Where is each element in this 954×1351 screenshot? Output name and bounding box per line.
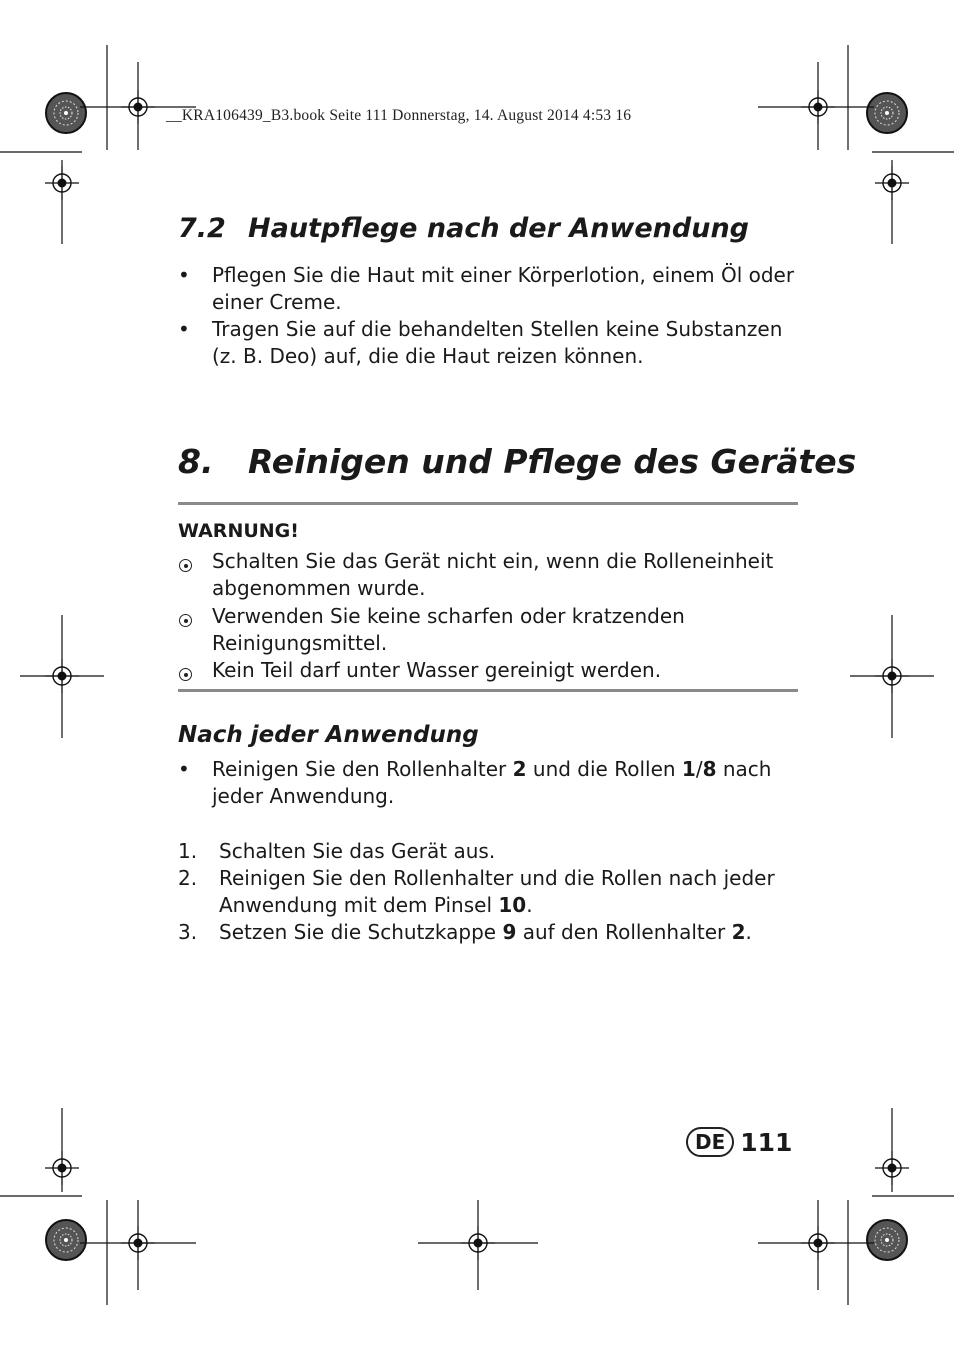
part-ref: 10 (498, 893, 527, 917)
divider (178, 689, 798, 692)
part-ref: 9 (502, 920, 517, 944)
part-ref: 2 (512, 757, 527, 781)
file-info-header: __KRA106439_B3.book Seite 111 Donnerstag, 14. August 2014 4:53 16 (166, 107, 632, 124)
language-badge: DE (686, 1127, 734, 1157)
step-item (178, 865, 798, 919)
subsection-heading: Nach jeder Anwendung (178, 722, 479, 748)
part-ref: 8 (702, 757, 717, 781)
warning-title: WARNUNG! (178, 520, 299, 542)
circle-dot-icon (178, 548, 208, 575)
warning-item-text: Kein Teil darf unter Wasser gereinigt werden. (212, 658, 662, 682)
warning-item-text: Verwenden Sie keine scharfen oder kratzenden Reinigungsmittel. (212, 604, 685, 655)
list-item-text: Pflegen Sie die Haut mit einer Körperlotion, einem Öl oder einer Creme. (212, 263, 795, 314)
step-item (178, 919, 798, 946)
list-item-text: Reinigen Sie den Rollenhalter 2 und die Rollen 1/8 nach jeder Anwendung. (212, 757, 772, 808)
list-item (178, 316, 798, 370)
section-title: Reinigen und Pflege des Gerätes (248, 442, 857, 481)
page-number: 111 (740, 1127, 793, 1157)
step-number: 2. (178, 866, 198, 890)
bullet-marker: • (178, 263, 190, 287)
circle-dot-icon (178, 657, 208, 684)
starburst-mark (867, 1220, 907, 1260)
bullet-marker: • (178, 317, 190, 341)
list-item (178, 756, 798, 810)
divider (178, 502, 798, 505)
list-item-text: Tragen Sie auf die behandelten Stellen keine Substanzen (z. B. Deo) auf, die die Haut reizen können. (212, 317, 783, 368)
part-ref: 1 (681, 757, 696, 781)
warning-item-text: Schalten Sie das Gerät nicht ein, wenn die Rolleneinheit abgenommen wurde. (212, 549, 774, 600)
step-number: 1. (178, 839, 198, 863)
section-number: 7.2 (178, 213, 226, 244)
step-text: Schalten Sie das Gerät aus. (219, 839, 496, 863)
section-number: 8. (178, 442, 214, 481)
section-7-2-heading (178, 213, 749, 244)
section-8-heading (178, 442, 856, 481)
part-ref: 2 (731, 920, 746, 944)
section-title: Hautpflege nach der Anwendung (248, 213, 749, 244)
step-item (178, 838, 798, 865)
bullet-marker: • (178, 757, 190, 781)
circle-dot-icon (178, 603, 208, 630)
warning-item (178, 657, 798, 684)
starburst-mark (46, 1220, 86, 1260)
list-item (178, 262, 798, 316)
page-footer (686, 1127, 792, 1157)
warning-item (178, 548, 798, 602)
step-text: Reinigen Sie den Rollenhalter und die Rollen nach jeder Anwendung mit dem Pinsel 10. (219, 866, 775, 917)
warning-item (178, 603, 798, 657)
step-text: Setzen Sie die Schutzkappe 9 auf den Rollenhalter 2. (219, 920, 752, 944)
starburst-mark (46, 93, 86, 133)
starburst-mark (867, 93, 907, 133)
step-number: 3. (178, 920, 198, 944)
